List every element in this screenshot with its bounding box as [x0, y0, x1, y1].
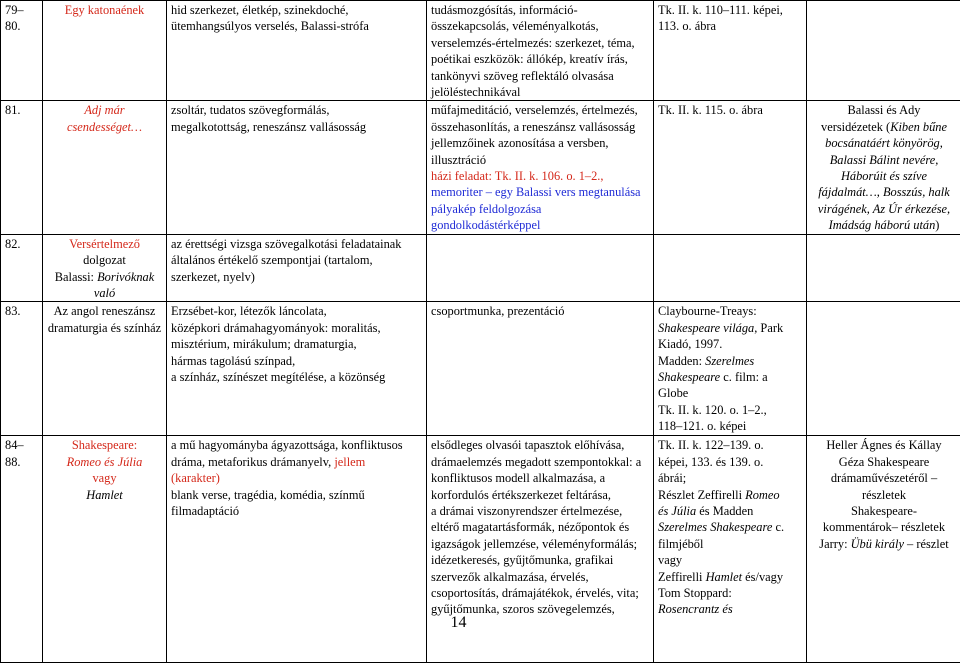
text-segment: való	[94, 286, 115, 300]
table-row	[1, 234, 960, 302]
text-segment: Kiadó, 1997.	[658, 337, 722, 351]
cell-line	[658, 336, 802, 352]
text-segment: jelöléstechnikával	[431, 85, 520, 99]
text-segment: Borivóknak	[97, 270, 154, 284]
table-row	[1, 101, 960, 234]
cell-line: az érettségi vizsga szövegalkotási feladatainak	[171, 236, 422, 252]
cell-line	[431, 487, 649, 503]
cell-line	[658, 303, 802, 319]
text-segment: vagy	[92, 471, 116, 485]
text-segment: eltérő magatartásformák, nézőpontok és	[431, 520, 629, 534]
text-segment: Balassi és Ady	[848, 103, 921, 117]
text-segment: Szerelmes Shakespeare	[658, 520, 772, 534]
readings-cell	[807, 234, 960, 302]
cell-line	[47, 102, 162, 118]
lesson-number-cell	[1, 1, 43, 101]
cell-line	[811, 217, 957, 233]
activities-cell	[427, 302, 654, 436]
cell-line	[431, 470, 649, 486]
text-segment: Balassi:	[55, 270, 97, 284]
text-segment: Imádság háború után	[829, 218, 936, 232]
cell-line	[658, 536, 802, 552]
text-segment: ábrái;	[658, 471, 686, 485]
cell-line: hármas tagolású színpad,	[171, 353, 422, 369]
readings-cell	[807, 302, 960, 436]
cell-line	[811, 437, 957, 453]
cell-line	[171, 454, 422, 470]
text-segment: részletek	[862, 488, 906, 502]
cell-line: Tk. II. k. 110–111. képei,	[658, 2, 802, 18]
text-segment: c. film: a	[720, 370, 767, 384]
resources-cell	[654, 302, 807, 436]
cell-line	[658, 454, 802, 470]
cell-line	[431, 168, 649, 184]
cell-line	[431, 18, 649, 34]
text-segment: bocsánatáért könyörög,	[825, 136, 943, 150]
text-segment: c.	[772, 520, 784, 534]
cell-line: szerkezet, nyelv)	[171, 269, 422, 285]
cell-line	[431, 585, 649, 601]
cell-line	[431, 437, 649, 453]
cell-line	[811, 135, 957, 151]
text-segment: , Bosszús, halk	[877, 185, 950, 199]
activities-cell	[427, 1, 654, 101]
text-segment: műfajmeditáció, verselemzés, értelmezés,	[431, 103, 638, 117]
text-segment: Shakespeare-	[851, 504, 917, 518]
cell-line	[431, 84, 649, 100]
text-segment: Adj már	[84, 103, 124, 117]
cell-line	[47, 320, 162, 336]
text-segment: szervezők alkalmazása, érvelés,	[431, 570, 589, 584]
cell-line	[658, 503, 802, 519]
cell-line	[811, 184, 957, 200]
cell-line	[811, 454, 957, 470]
cell-line	[658, 437, 802, 453]
text-segment: fájdalmát…	[818, 185, 877, 199]
cell-line	[658, 320, 802, 336]
text-segment: Szerelmes	[705, 354, 754, 368]
cell-line	[431, 51, 649, 67]
text-segment: Tom Stoppard:	[658, 586, 732, 600]
cell-line	[47, 269, 162, 285]
text-segment: Rosencrantz és	[658, 602, 733, 616]
text-segment: filmadaptáció	[171, 504, 239, 518]
resources-cell	[654, 234, 807, 302]
text-segment: jellemzőinek azonosítása a versben,	[431, 136, 609, 150]
cell-line	[171, 503, 422, 519]
text-segment: Shakespeare	[658, 370, 720, 384]
concepts-cell	[167, 302, 427, 436]
cell-line	[47, 119, 162, 135]
cell-line	[431, 454, 649, 470]
lesson-title-cell	[43, 101, 167, 234]
cell-line	[658, 470, 802, 486]
text-segment: Géza Shakespeare	[839, 455, 929, 469]
text-segment: drámaművészetéről –	[831, 471, 937, 485]
cell-line: hid szerkezet, életkép, szinekdoché,	[171, 2, 422, 18]
cell-line	[811, 201, 957, 217]
text-segment: összekapcsolás, véleményalkotás,	[431, 19, 599, 33]
text-segment: Jarry:	[819, 537, 850, 551]
cell-line	[431, 552, 649, 568]
lesson-number-cell	[1, 101, 43, 234]
text-segment: drámaelemzés megadott szempontokkal: a	[431, 455, 641, 469]
table-row	[1, 1, 960, 101]
text-segment: Claybourne-Treays:	[658, 304, 757, 318]
cell-line: 88.	[5, 454, 38, 470]
cell-line: általános értékelő szempontjai (tartalom,	[171, 252, 422, 268]
text-segment: dolgozat	[83, 253, 126, 267]
text-segment: Übü király	[851, 537, 904, 551]
cell-line: misztérium, mirákulum; dramaturgia,	[171, 336, 422, 352]
cell-line	[658, 369, 802, 385]
cell-line	[47, 487, 162, 503]
concepts-cell	[167, 1, 427, 101]
text-segment: 118–121. o. képei	[658, 419, 746, 433]
cell-line	[811, 152, 957, 168]
text-segment: konfliktusos modell alkalmazása, a	[431, 471, 605, 485]
cell-line	[811, 102, 957, 118]
lesson-number-cell	[1, 302, 43, 436]
cell-line	[431, 303, 649, 319]
cell-line	[47, 303, 162, 319]
text-segment: igazságok jellemzése, véleményformálás;	[431, 537, 637, 551]
cell-line	[431, 536, 649, 552]
cell-line	[431, 2, 649, 18]
cell-line: 79–	[5, 2, 38, 18]
text-segment: csendességet…	[67, 120, 142, 134]
text-segment: Globe	[658, 386, 688, 400]
cell-line: 113. o. ábra	[658, 18, 802, 34]
lesson-title-cell	[43, 1, 167, 101]
text-segment: Háborúit és szíve	[841, 169, 927, 183]
cell-line: 83.	[5, 303, 38, 319]
text-segment: kommentárok– részletek	[823, 520, 945, 534]
text-segment: csoportosítás, drámajátékok, érvelés, vita;	[431, 586, 639, 600]
cell-line	[431, 184, 649, 200]
text-segment: Kiben bűne	[890, 120, 947, 134]
text-segment: a drámai viszonyrendszer értelmezése,	[431, 504, 622, 518]
text-segment: és/vagy	[742, 570, 783, 584]
cell-line: megalkotottság, reneszánsz vallásosság	[171, 119, 422, 135]
cell-line	[171, 470, 422, 486]
text-segment: korfordulós értékszerkezet feltárása,	[431, 488, 611, 502]
text-segment: verselemzés-értelmezés: szerkezet, téma,	[431, 36, 635, 50]
text-segment: Zeffirelli	[658, 570, 706, 584]
text-segment: Madden:	[658, 354, 705, 368]
concepts-cell	[167, 234, 427, 302]
cell-line	[658, 569, 802, 585]
cell-line: zsoltár, tudatos szövegformálás,	[171, 102, 422, 118]
cell-line	[431, 68, 649, 84]
cell-line	[431, 119, 649, 135]
cell-line	[811, 503, 957, 519]
cell-line: középkori drámahagyományok: moralitás,	[171, 320, 422, 336]
cell-line: Erzsébet-kor, létezők láncolata,	[171, 303, 422, 319]
text-segment: Romeo	[745, 488, 779, 502]
concepts-cell	[167, 101, 427, 234]
cell-line	[811, 536, 957, 552]
text-segment: Hamlet	[86, 488, 122, 502]
text-segment: (karakter)	[171, 471, 220, 485]
cell-line: ütemhangsúlyos verselés, Balassi-strófa	[171, 18, 422, 34]
text-segment: gondolkodástérképpel	[431, 218, 540, 232]
cell-line	[47, 252, 162, 268]
text-segment: elsődleges olvasói tapasztok előhívása,	[431, 438, 624, 452]
text-segment: a mű hagyományba ágyazottsága, konfliktusos	[171, 438, 403, 452]
text-segment: dramaturgia és színház	[48, 321, 161, 335]
text-segment: tankönyvi szöveg reflektáló olvasása	[431, 69, 614, 83]
cell-line	[47, 437, 162, 453]
text-segment: idézetkeresés, gyűjtőmunka, grafikai	[431, 553, 613, 567]
cell-line	[47, 236, 162, 252]
cell-line	[811, 487, 957, 503]
cell-line	[47, 454, 162, 470]
lesson-title-cell	[43, 234, 167, 302]
cell-line	[431, 135, 649, 151]
text-segment: csoportmunka, prezentáció	[431, 304, 565, 318]
lesson-number-cell	[1, 234, 43, 302]
cell-line: 84–	[5, 437, 38, 453]
text-segment: Versértelmező	[69, 237, 140, 251]
cell-line	[47, 2, 162, 18]
cell-line	[431, 102, 649, 118]
cell-line	[811, 519, 957, 535]
cell-line	[658, 552, 802, 568]
text-segment: Shakespeare:	[72, 438, 137, 452]
text-segment: tudásmozgósítás, információ-	[431, 3, 578, 17]
cell-line	[431, 201, 649, 217]
cell-line	[658, 353, 802, 369]
text-segment: memoriter – egy Balassi vers megtanulása	[431, 185, 641, 199]
readings-cell	[807, 1, 960, 101]
cell-line	[47, 285, 162, 301]
text-segment: gyűjtőmunka, szoros szövegelemzés,	[431, 602, 615, 616]
table-row	[1, 302, 960, 436]
cell-line: 81.	[5, 102, 38, 118]
text-segment: illusztráció	[431, 153, 486, 167]
text-segment: Heller Ágnes és Kállay	[826, 438, 941, 452]
text-segment: Shakespeare világa	[658, 321, 754, 335]
text-segment: virágének, Az Úr érkezése,	[818, 202, 950, 216]
text-segment: Romeo és Júlia	[67, 455, 143, 469]
lesson-title-cell	[43, 302, 167, 436]
readings-cell	[807, 101, 960, 234]
text-segment: Hamlet	[706, 570, 742, 584]
resources-cell	[654, 101, 807, 234]
text-segment: Részlet Zeffirelli	[658, 488, 745, 502]
cell-line: 82.	[5, 236, 38, 252]
text-segment: és Júlia	[658, 504, 696, 518]
text-segment: házi feladat: Tk. II. k. 106. o. 1–2.,	[431, 169, 604, 183]
text-segment: Az angol reneszánsz	[54, 304, 156, 318]
text-segment: blank verse, tragédia, komédia, színmű	[171, 488, 365, 502]
text-segment: pályakép feldolgozása	[431, 202, 541, 216]
text-segment: képei, 133. és 139. o.	[658, 455, 763, 469]
cell-line	[431, 519, 649, 535]
text-segment: és Madden	[696, 504, 753, 518]
text-segment: dráma, metaforikus drámanyelv,	[171, 455, 334, 469]
cell-line	[658, 487, 802, 503]
text-segment: – részlet	[904, 537, 949, 551]
cell-line	[431, 217, 649, 233]
cell-line	[431, 569, 649, 585]
cell-line	[171, 487, 422, 503]
cell-line	[47, 470, 162, 486]
text-segment: filmjéből	[658, 537, 703, 551]
cell-line	[811, 168, 957, 184]
page-number: 14	[0, 614, 917, 632]
text-segment: jellem	[334, 455, 365, 469]
text-segment: Tk. II. k. 122–139. o.	[658, 438, 764, 452]
activities-cell	[427, 234, 654, 302]
cell-line	[431, 35, 649, 51]
text-segment: poétikai eszközök: állókép, kreatív írás,	[431, 52, 628, 66]
text-segment: Balassi Bálint nevére,	[830, 153, 939, 167]
cell-line	[431, 503, 649, 519]
cell-line	[658, 385, 802, 401]
cell-line: a színház, színészet megítélése, a közönség	[171, 369, 422, 385]
activities-cell	[427, 101, 654, 234]
cell-line	[811, 470, 957, 486]
text-segment: összehasonlítás, a reneszánsz vallásosság	[431, 120, 635, 134]
text-segment: Tk. II. k. 120. o. 1–2.,	[658, 403, 767, 417]
cell-line: 80.	[5, 18, 38, 34]
text-segment: )	[935, 218, 939, 232]
text-segment: Egy katonaének	[65, 3, 144, 17]
text-segment: vagy	[658, 553, 682, 567]
cell-line	[811, 119, 957, 135]
cell-line	[431, 152, 649, 168]
cell-line	[658, 519, 802, 535]
cell-line	[658, 585, 802, 601]
cell-line	[171, 437, 422, 453]
cell-line	[658, 402, 802, 418]
text-segment: versidézetek (	[821, 120, 890, 134]
cell-line	[658, 418, 802, 434]
text-segment: , Park	[754, 321, 783, 335]
resources-cell	[654, 1, 807, 101]
cell-line: Tk. II. k. 115. o. ábra	[658, 102, 802, 118]
